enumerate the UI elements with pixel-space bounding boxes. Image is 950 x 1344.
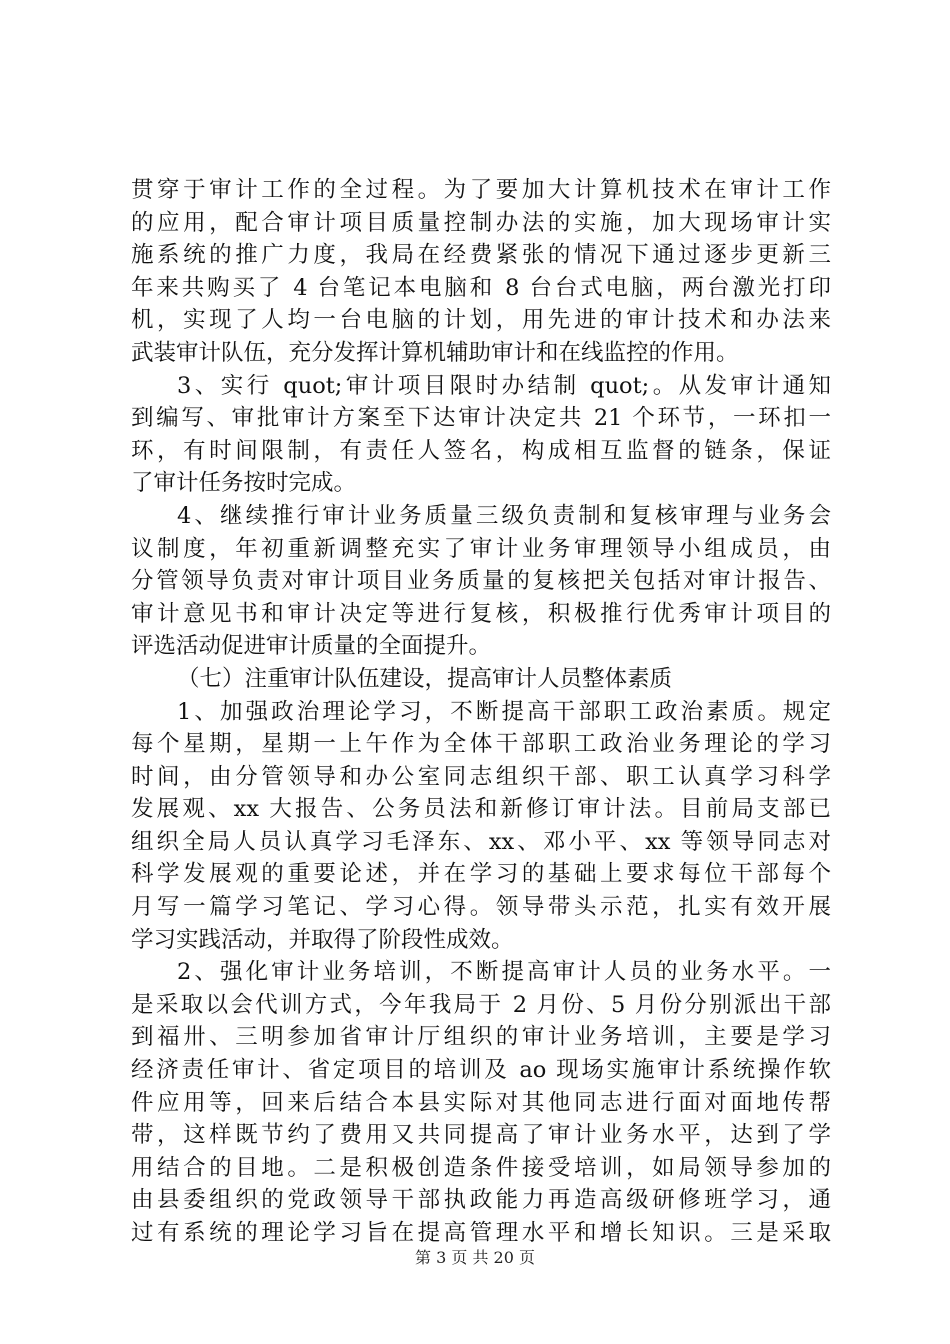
text-line: 施系统的推广力度，我局在经费紧张的情况下通过逐步更新三 (131, 242, 831, 269)
text-line: 分管领导负责对审计项目业务质量的复核把关包括对审计报告、 (131, 568, 831, 595)
document-body (131, 174, 831, 1250)
text-line: 由县委组织的党政领导干部执政能力再造高级研修班学习，通 (131, 1187, 831, 1214)
text-line: 学习实践活动，并取得了阶段性成效。 (131, 926, 514, 953)
text-line: 时间，由分管领导和办公室同志组织干部、职工认真学习科学 (131, 763, 831, 790)
text-line: 月写一篇学习笔记、学习心得。领导带头示范，扎实有效开展 (131, 894, 831, 921)
text-line: 贯穿于审计工作的全过程。为了要加大计算机技术在审计工作 (131, 177, 831, 203)
text-line: 带，这样既节约了费用又共同提高了审计业务水平，达到了学 (131, 1122, 831, 1149)
text-line: 过有系统的理论学习旨在提高管理水平和增长知识。三是采取 (131, 1220, 831, 1246)
text-line: 发展观、xx 大报告、公务员法和新修订审计法。目前局支部已 (131, 796, 831, 823)
text-line: （七）注重审计队伍建设，提高审计人员整体素质 (177, 665, 673, 692)
text-line: 件应用等，回来后结合本县实际对其他同志进行面对面地传帮 (131, 1089, 831, 1116)
text-line: 4、继续推行审计业务质量三级负责制和复核审理与业务会 (177, 502, 831, 529)
text-line: 2、强化审计业务培训，不断提高审计人员的业务水平。一 (177, 959, 831, 986)
text-line: 武装审计队伍，充分发挥计算机辅助审计和在线监控的作用。 (131, 339, 739, 366)
page-footer: 第 3 页 共 20 页 (415, 1248, 535, 1267)
text-line: 3、实行 quot;审计项目限时办结制 quot;。从发审计通知 (177, 372, 831, 399)
text-line: 评选活动促进审计质量的全面提升。 (131, 633, 492, 660)
text-line: 每个星期，星期一上午作为全体干部职工政治业务理论的学习 (131, 731, 831, 758)
text-line: 用结合的目地。二是积极创造条件接受培训，如局领导参加的 (131, 1154, 831, 1181)
text-line: 组织全局人员认真学习毛泽东、xx、邓小平、xx 等领导同志对 (131, 828, 831, 855)
text-line: 科学发展观的重要论述，并在学习的基础上要求每位干部每个 (131, 861, 831, 888)
text-line: 环，有时间限制，有责任人签名，构成相互监督的链条，保证 (131, 437, 831, 464)
text-line: 是采取以会代训方式，今年我局于 2 月份、5 月份分别派出干部 (131, 991, 831, 1018)
text-line: 1、加强政治理论学习，不断提高干部职工政治素质。规定 (177, 698, 831, 725)
text-line: 年来共购买了 4 台笔记本电脑和 8 台台式电脑，两台激光打印 (131, 274, 831, 301)
text-line: 经济责任审计、省定项目的培训及 ao 现场实施审计系统操作软 (131, 1057, 831, 1084)
text-line: 议制度，年初重新调整充实了审计业务审理领导小组成员，由 (131, 535, 831, 562)
text-line: 了审计任务按时完成。 (131, 470, 357, 497)
text-line: 到编写、审批审计方案至下达审计决定共 21 个环节，一环扣一 (131, 405, 831, 432)
text-line: 到福卅、三明参加省审计厅组织的审计业务培训，主要是学习 (131, 1024, 831, 1051)
text-line: 的应用，配合审计项目质量控制办法的实施，加大现场审计实 (131, 209, 831, 236)
text-line: 机，实现了人均一台电脑的计划，用先进的审计技术和办法来 (131, 307, 831, 334)
text-line: 审计意见书和审计决定等进行复核，积极推行优秀审计项目的 (131, 600, 831, 627)
